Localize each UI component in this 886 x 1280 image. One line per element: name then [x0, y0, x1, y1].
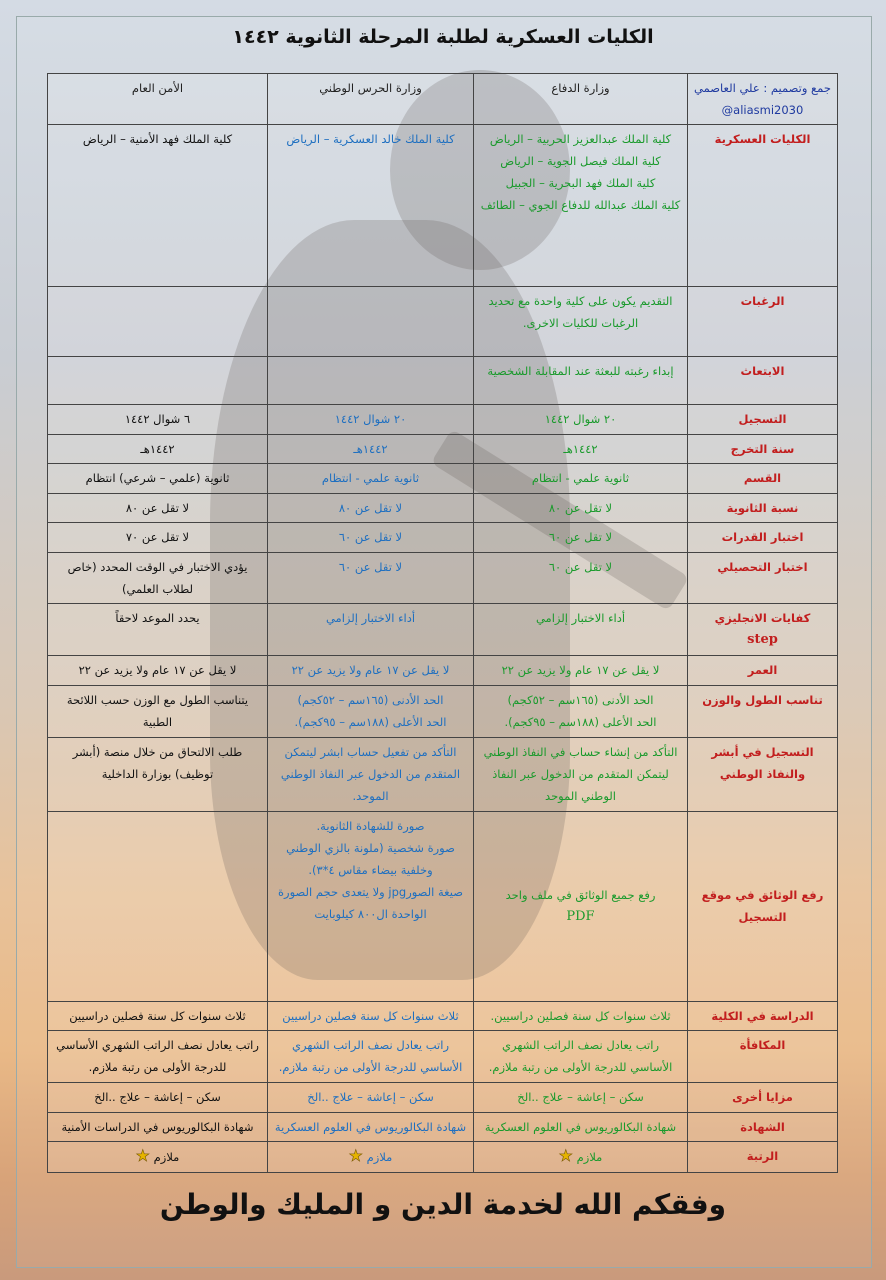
row-label: الشهادة: [688, 1112, 838, 1142]
list-item: كلية الملك عبدالعزيز الحربية – الرياض: [489, 132, 672, 146]
row-label: مزايا أخرى: [688, 1083, 838, 1113]
row-label: التسجيل في أبشر والنفاذ الوطني: [688, 737, 838, 811]
list-item: كلية الملك فيصل الجوية – الرياض: [500, 154, 661, 168]
row-label: نسبة الثانوية: [688, 493, 838, 523]
min-limit: الحد الأدنى (١٦٥سم – ٥٢كجم): [297, 692, 444, 707]
table-row-documents: [48, 811, 838, 1001]
table-row-achievement: [48, 552, 838, 604]
credit-cell: [688, 74, 838, 125]
guard-registration: ٢٠ شوال ١٤٤٢: [268, 405, 474, 435]
row-label: رفع الوثائق في موقع التسجيل: [688, 811, 838, 1001]
row-label: التسجيل: [688, 405, 838, 435]
security-aptitude: لا تقل عن ٧٠: [48, 523, 268, 553]
header-public-security: الأمن العام: [48, 74, 268, 125]
credit-author: جمع وتصميم : علي العاصمي: [694, 81, 831, 95]
credit-handle: @aliasmi2030: [721, 103, 804, 117]
row-label: القسم: [688, 464, 838, 494]
star-icon: ★: [135, 1146, 150, 1166]
defense-benefits: سكن – إعاشة – علاج ..الخ: [474, 1083, 688, 1113]
rank-text: ملازم: [576, 1150, 603, 1165]
defense-colleges-list: [474, 125, 688, 287]
row-label: الكليات العسكرية: [688, 125, 838, 287]
table-row-reward: [48, 1031, 838, 1083]
security-certificate: شهادة البكالوريوس في الدراسات الأمنية: [48, 1112, 268, 1142]
star-icon: ★: [348, 1146, 363, 1166]
guard-height-weight: [268, 685, 474, 737]
row-label: اختبار التحصيلي: [688, 552, 838, 604]
guard-age: لا يقل عن ١٧ عام ولا يزيد عن ٢٢: [268, 656, 474, 686]
table-row-grad-year: [48, 434, 838, 464]
table-row-certificate: [48, 1112, 838, 1142]
security-grad-year: ١٤٤٢هـ: [48, 434, 268, 464]
security-reward: راتب يعادل نصف الراتب الشهري الأساسي للدرجة الأولى من رتبة ملازم.: [48, 1031, 268, 1083]
step-label: step: [747, 632, 778, 648]
row-label: كفايات الانجليزي: [714, 611, 811, 626]
guard-study: ثلاث سنوات كل سنة فصلين دراسيين: [268, 1001, 474, 1031]
row-label: الدراسة في الكلية: [688, 1001, 838, 1031]
guard-absher: التأكد من تفعيل حساب ابشر ليتمكن المتقدم من الدخول عبر النفاذ الوطني الموحد.: [268, 737, 474, 811]
defense-registration: ٢٠ شوال ١٤٤٢: [474, 405, 688, 435]
list-item: صورة شخصية (ملونة بالزي الوطني وخلفية بيضاء مقاس ٤*٣).: [286, 840, 455, 877]
upload-note: رفع جميع الوثائق في ملف واحد: [505, 888, 656, 903]
defense-section: ثانوية علمي - انتظام: [474, 464, 688, 494]
guard-reward: راتب يعادل نصف الراتب الشهري الأساسي للدرجة الأولى من رتبة ملازم.: [268, 1031, 474, 1083]
security-section: ثانوية (علمي – شرعي) انتظام: [48, 464, 268, 494]
table-row-colleges: [48, 125, 838, 287]
rank-text: ملازم: [366, 1150, 393, 1165]
guard-benefits: سكن – إعاشة – علاج ..الخ: [268, 1083, 474, 1113]
row-label: تناسب الطول والوزن: [688, 685, 838, 737]
security-benefits: سكن – إعاشة – علاج ..الخ: [48, 1083, 268, 1113]
defense-grad-year: ١٤٤٢هـ: [474, 434, 688, 464]
row-label: المكافأة: [688, 1031, 838, 1083]
guard-section: ثانوية علمي - انتظام: [268, 464, 474, 494]
list-item: كلية الملك عبدالله للدفاع الجوي – الطائف: [480, 198, 681, 212]
defense-rank: [474, 1142, 688, 1173]
page-title: الكليات العسكرية لطلبة المرحلة الثانوية ١٤٤٢: [232, 26, 654, 48]
defense-reward: راتب يعادل نصف الراتب الشهري الأساسي للدرجة الأولى من رتبة ملازم.: [474, 1031, 688, 1083]
list-item: صيغة الصورjpg ولا يتعدى حجم الصورة الواحدة ال٨٠٠ كيلوبايت: [278, 884, 463, 921]
colleges-comparison-table: [47, 73, 838, 1173]
defense-aptitude: لا تقل عن ٦٠: [474, 523, 688, 553]
defense-study: ثلاث سنوات كل سنة فصلين دراسيين.: [474, 1001, 688, 1031]
list-item: صورة للشهادة الثانوية.: [316, 818, 425, 833]
table-row-registration: [48, 405, 838, 435]
row-label: اختبار القدرات: [688, 523, 838, 553]
footer-slogan: وفقكم الله لخدمة الدين و المليك والوطن: [159, 1188, 727, 1221]
pdf-label: PDF: [566, 909, 595, 925]
security-colleges: كلية الملك فهد الأمنية – الرياض: [48, 125, 268, 287]
list-item: كلية الملك فهد البحرية – الجبيل: [505, 176, 656, 190]
defense-achievement: لا تقل عن ٦٠: [474, 552, 688, 604]
guard-colleges: كلية الملك خالد العسكرية – الرياض: [268, 125, 474, 287]
guard-achievement: لا تقل عن ٦٠: [268, 552, 474, 604]
defense-documents: [474, 811, 688, 1001]
row-label: الابتعاث: [688, 357, 838, 405]
security-desires: [48, 287, 268, 357]
security-age: لا يقل عن ١٧ عام ولا يزيد عن ٢٢: [48, 656, 268, 686]
header-defense: وزارة الدفاع: [474, 74, 688, 125]
table-row-section: [48, 464, 838, 494]
security-absher: طلب الالتحاق من خلال منصة (أبشر توظيف) بوزارة الداخلية: [48, 737, 268, 811]
guard-grad-year: ١٤٤٢هـ: [268, 434, 474, 464]
defense-certificate: شهادة البكالوريوس في العلوم العسكرية: [474, 1112, 688, 1142]
row-label: العمر: [688, 656, 838, 686]
table-row-rank: [48, 1142, 838, 1173]
table-row-aptitude: [48, 523, 838, 553]
table-row-english: [48, 604, 838, 656]
row-label: سنة التخرج: [688, 434, 838, 464]
table-row-benefits: [48, 1083, 838, 1113]
max-limit: الحد الأعلى (١٨٨سم – ٩٥كجم).: [504, 714, 657, 729]
guard-hs-ratio: لا تقل عن ٨٠: [268, 493, 474, 523]
min-limit: الحد الأدنى (١٦٥سم – ٥٢كجم): [507, 692, 654, 707]
row-label: الرغبات: [688, 287, 838, 357]
guard-certificate: شهادة البكالوريوس في العلوم العسكرية: [268, 1112, 474, 1142]
security-documents: [48, 811, 268, 1001]
table-row-absher: [48, 737, 838, 811]
security-hs-ratio: لا تقل عن ٨٠: [48, 493, 268, 523]
table-row-scholarship: [48, 357, 838, 405]
table-row-height-weight: [48, 685, 838, 737]
row-label: الرتبة: [688, 1142, 838, 1173]
table-row-hs-ratio: [48, 493, 838, 523]
security-english: يحدد الموعد لاحقاً: [48, 604, 268, 656]
defense-height-weight: [474, 685, 688, 737]
star-icon: ★: [558, 1146, 573, 1166]
defense-hs-ratio: لا تقل عن ٨٠: [474, 493, 688, 523]
header-national-guard: وزارة الحرس الوطني: [268, 74, 474, 125]
defense-desires: التقديم يكون على كلية واحدة مع تحديد الرغبات للكليات الاخرى.: [474, 287, 688, 357]
table-row-study: [48, 1001, 838, 1031]
guard-documents-list: [268, 811, 474, 1001]
security-registration: ٦ شوال ١٤٤٢: [48, 405, 268, 435]
security-height-weight: يتناسب الطول مع الوزن حسب اللائحة الطبية: [48, 685, 268, 737]
security-rank: [48, 1142, 268, 1173]
defense-english: أداء الاختبار إلزامي: [474, 604, 688, 656]
guard-english: أداء الاختبار إلزامي: [268, 604, 474, 656]
security-study: ثلاث سنوات كل سنة فصلين دراسيين: [48, 1001, 268, 1031]
security-achievement: يؤدي الاختبار في الوقت المحدد (خاص لطلاب العلمي): [48, 552, 268, 604]
guard-desires: [268, 287, 474, 357]
max-limit: الحد الأعلى (١٨٨سم – ٩٥كجم).: [294, 714, 447, 729]
table-row-age: [48, 656, 838, 686]
defense-age: لا يقل عن ١٧ عام ولا يزيد عن ٢٢: [474, 656, 688, 686]
table-row-desires: [48, 287, 838, 357]
table-row-header: [48, 74, 838, 125]
guard-scholarship: [268, 357, 474, 405]
defense-absher: التأكد من إنشاء حساب في النفاذ الوطني ليتمكن المتقدم من الدخول عبر النفاذ الوطني الموحد: [474, 737, 688, 811]
row-label-english: [688, 604, 838, 656]
security-scholarship: [48, 357, 268, 405]
guard-aptitude: لا تقل عن ٦٠: [268, 523, 474, 553]
guard-rank: [268, 1142, 474, 1173]
rank-text: ملازم: [153, 1150, 180, 1165]
defense-scholarship: إبداء رغبته للبعثة عند المقابلة الشخصية: [474, 357, 688, 405]
